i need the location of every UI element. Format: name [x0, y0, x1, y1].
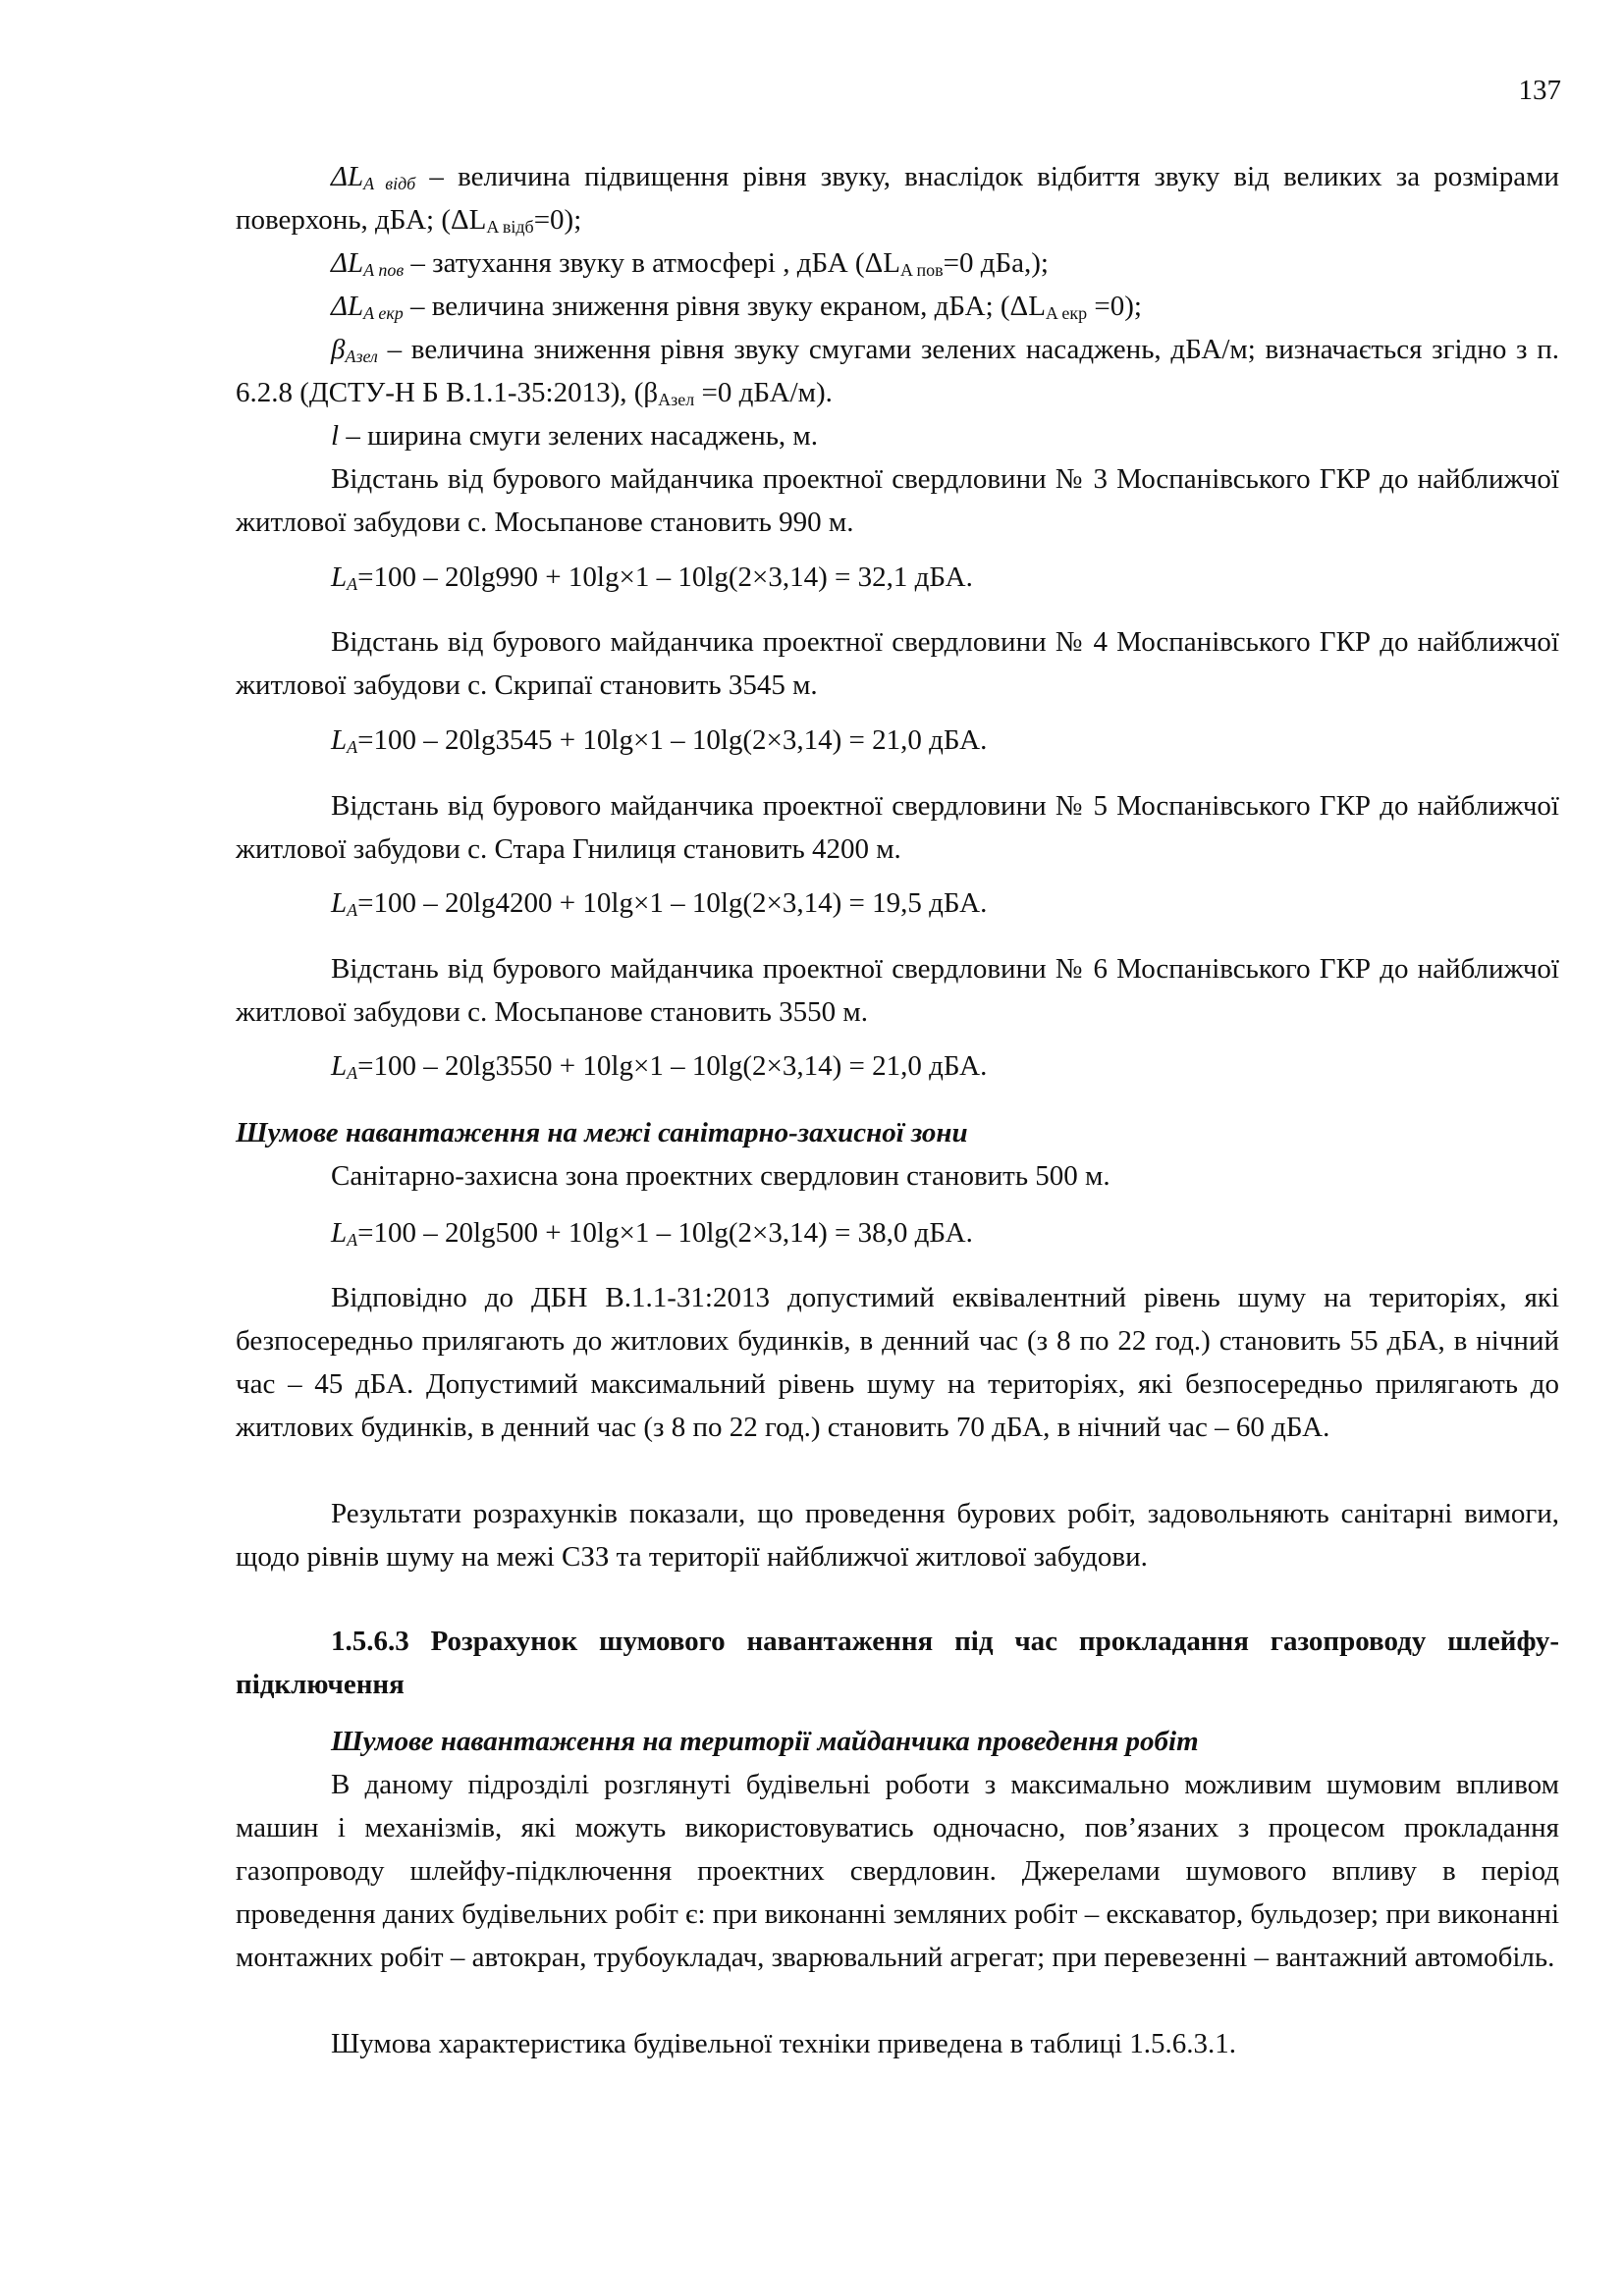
paragraph-site-description: В даному підрозділі розглянуті будівельні роботи з максимально можливим шумовим впливом машин і механізмів, які можуть використовуватись одночасно, пов’язаних з процесом прокладання газопроводу шлейфу-підключення проектних свердловин. Джерелами шумового впливу в період проведення даних будівельних робіт є: при виконанні земляних робіт – екскаватор, бульдозер; при виконанні монтажних робіт – автокран, трубоукладач, зварювальний агрегат; при перевезенні – вантажний автомобіль.	[236, 1769, 1559, 1973]
paragraph-sanitary-zone: Санітарно-захисна зона проектних свердловин становить 500 м.	[331, 1160, 1110, 1192]
section-heading: 1.5.6.3 Розрахунок шумового навантаження під час прокладання газопроводу шлейфу-підключення	[236, 1626, 1559, 1700]
paragraph-results: Результати розрахунків показали, що проведення бурових робіт, задовольняють санітарні вимоги, щодо рівнів шуму на межі СЗЗ та території найближчої житлової забудови.	[236, 1498, 1559, 1573]
definition-delta-la-reflection: $\Delta L_{A відб}$ – величина підвищення рівня звуку, внаслідок відбиття звуку від великих за розмірами поверхонь, дБА; $(\Delta L_{A відб}=0)$;	[236, 161, 1559, 237]
formula-sanitary-zone: $L_A=100 - 20\lg 500 + 10\lg\times 1 - 10\lg(2\times 3,14) = 38,0$ дБА.	[331, 1217, 973, 1250]
paragraph-dbn-limits: Відповідно до ДБН В.1.1-31:2013 допустимий еквівалентний рівень шуму на територіях, які безпосередньо прилягають до житлових будинків, в денний час (з 8 по 22 год.) становить 55 дБА, в нічний час – 45 дБА. Допустимий максимальний рівень шуму на територіях, які безпосередньо прилягають до житлових будинків, в денний час (з 8 по 22 год.) становить 70 дБА, в нічний час – 60 дБА.	[236, 1282, 1559, 1443]
paragraph-well-4: Відстань від бурового майданчика проектної свердловини № 4 Моспанівського ГКР до найближчої житлової забудови с. Скрипаї становить 3545 м.	[236, 626, 1559, 701]
paragraph-well-6: Відстань від бурового майданчика проектної свердловини № 6 Моспанівського ГКР до найближчої житлової забудови с. Мосьпанове становить 3550 м.	[236, 953, 1559, 1028]
definition-l-width: l – ширина смуги зелених насаджень, м.	[331, 420, 819, 452]
definition-delta-la-screen: $\Delta L_{A екр}$ – величина зниження рівня звуку екраном, дБА; $(\Delta L_{A екр} =0)$;	[331, 291, 1142, 323]
page-number: 137	[1518, 75, 1561, 106]
paragraph-table-reference: Шумова характеристика будівельної техніки приведена в таблиці 1.5.6.3.1.	[331, 2028, 1237, 2059]
formula-well-4: $L_A=100 - 20\lg 3545 + 10\lg\times 1 - 10\lg(2\times 3,14) = 21,0$ дБА.	[331, 724, 988, 757]
formula-well-5: $L_A=100 - 20\lg 4200 + 10\lg\times 1 - 10\lg(2\times 3,14) = 19,5$ дБА.	[331, 887, 988, 920]
subheading-sanitary-zone: Шумове навантаження на межі санітарно-захисної зони	[236, 1117, 968, 1148]
subheading-site: Шумове навантаження на території майданчика проведення робіт	[331, 1726, 1199, 1757]
definition-beta-green: $\beta_{Азел}$ – величина зниження рівня звуку смугами зелених насаджень, дБА/м; визначається згідно з п. 6.2.8 (ДСТУ-Н Б В.1.1-35:2013), ($\beta_{Азел} =0$ дБА/м).	[236, 334, 1559, 409]
formula-well-6: $L_A=100 - 20\lg 3550 + 10\lg\times 1 - 10\lg(2\times 3,14) = 21,0$ дБА.	[331, 1050, 988, 1083]
paragraph-well-5: Відстань від бурового майданчика проектної свердловини № 5 Моспанівського ГКР до найближчої житлової забудови с. Стара Гнилиця становить 4200 м.	[236, 790, 1559, 865]
definition-delta-la-atmosphere: $\Delta L_{A пов}$ – затухання звуку в атмосфері , дБА ($\Delta L_{A пов}=0$ дБа,);	[331, 247, 1049, 280]
formula-well-3: $L_A=100 - 20\lg 990 + 10\lg\times 1 - 10\lg(2\times 3,14) = 32,1$ дБА.	[331, 561, 973, 594]
paragraph-well-3: Відстань від бурового майданчика проектної свердловини № 3 Моспанівського ГКР до найближчої житлової забудови с. Мосьпанове становить 990 м.	[236, 463, 1559, 538]
